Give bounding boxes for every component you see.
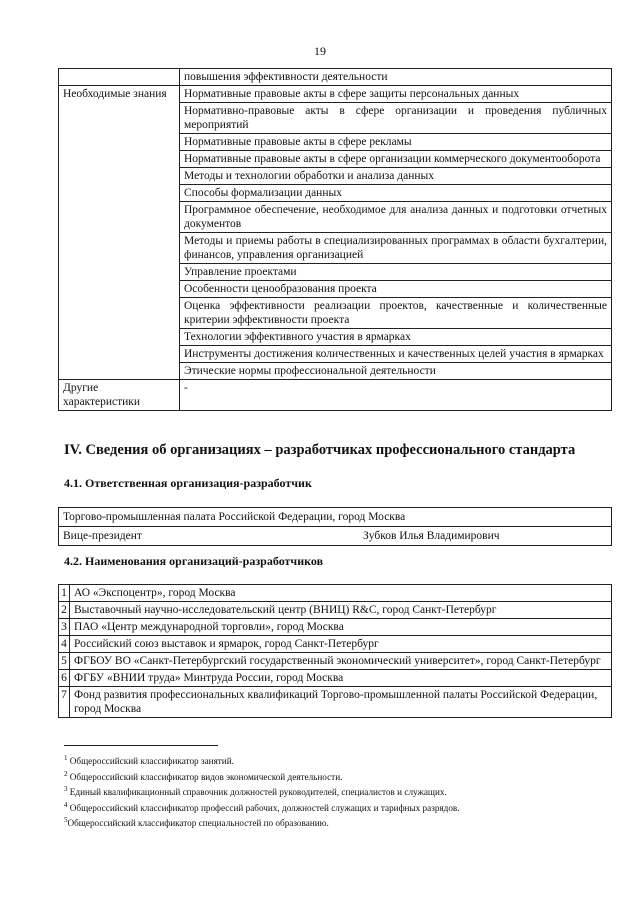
knowledge-item: Нормативные правовые акты в сфере организации коммерческого документооборота [180, 151, 612, 168]
table-cell: повышения эффективности деятельности [180, 69, 612, 86]
knowledge-item: Нормативные правовые акты в сфере защиты персональных данных [180, 86, 612, 103]
table-row [59, 86, 612, 103]
table-row [59, 636, 612, 653]
other-characteristics-value: - [180, 380, 612, 411]
responsible-org-name: Торгово-промышленная палата Российской Федерации, город Москва [59, 508, 612, 527]
footnote-number: 4 [64, 800, 68, 809]
signatory-cell [59, 527, 612, 546]
knowledge-item: Технологии эффективного участия в ярмарках [180, 329, 612, 346]
table-row [59, 585, 612, 602]
table-row [59, 508, 612, 527]
row-number: 7 [59, 687, 70, 718]
row-number: 6 [59, 670, 70, 687]
developer-name: Фонд развития профессиональных квалификаций Торгово-промышленной палаты Российской Федерации, город Москва [70, 687, 612, 718]
table-row [59, 653, 612, 670]
footnote-text: Общероссийский классификатор видов экономической деятельности. [69, 771, 343, 782]
table-row [59, 687, 612, 718]
page-number: 19 [314, 44, 326, 58]
signatory-person: Зубков Илья Владимирович [363, 530, 500, 542]
knowledge-item: Этические нормы профессиональной деятельности [180, 363, 612, 380]
knowledge-item: Программное обеспечение, необходимое для анализа данных и подготовки отчетных документов [180, 202, 612, 233]
knowledge-table [58, 68, 612, 411]
signatory-role: Вице-президент [63, 530, 142, 542]
knowledge-item: Оценка эффективности реализации проектов, качественные и количественные критерии эффективности проекта [180, 298, 612, 329]
footnote-text: Общероссийский классификатор профессий рабочих, должностей служащих и тарифных разрядов. [69, 802, 460, 813]
developer-name: ПАО «Центр международной торговли», город Москва [70, 619, 612, 636]
footnote-number: 3 [64, 785, 68, 794]
knowledge-item: Методы и технологии обработки и анализа данных [180, 168, 612, 185]
table-row [59, 69, 612, 86]
footnote-text: Общероссийский классификатор специальностей по образованию. [67, 818, 329, 829]
signatory-row [63, 529, 607, 543]
knowledge-item: Методы и приемы работы в специализированных программах в области бухгалтерии, финансов, управления организацией [180, 233, 612, 264]
footnote-number: 2 [64, 769, 68, 778]
footnote-divider [64, 745, 218, 746]
other-characteristics-label: Другие характеристики [59, 380, 180, 411]
developer-name: ФГБУ «ВНИИ труда» Минтруда России, город Москва [70, 670, 612, 687]
knowledge-item: Инструменты достижения количественных и качественных целей участия в ярмарках [180, 346, 612, 363]
developer-name: ФГБОУ ВО «Санкт-Петербургский государственный экономический университет», город Санкт-Петербург [70, 653, 612, 670]
table-cell-empty [59, 69, 180, 86]
row-number: 3 [59, 619, 70, 636]
knowledge-label: Необходимые знания [59, 86, 180, 380]
table-row [59, 380, 612, 411]
row-number: 4 [59, 636, 70, 653]
footnote [64, 814, 460, 830]
footnote [64, 768, 460, 784]
table-row [59, 602, 612, 619]
footnote-number: 5 [64, 816, 68, 825]
footnote-text: Единый квалификационный справочник должностей руководителей, специалистов и служащих. [69, 787, 447, 798]
knowledge-item: Способы формализации данных [180, 185, 612, 202]
developers-table [58, 584, 612, 718]
table-row [59, 670, 612, 687]
row-number: 1 [59, 585, 70, 602]
knowledge-item: Нормативные правовые акты в сфере рекламы [180, 134, 612, 151]
footnote-text: Общероссийский классификатор занятий. [69, 756, 234, 767]
knowledge-item: Особенности ценообразования проекта [180, 281, 612, 298]
knowledge-item: Управление проектами [180, 264, 612, 281]
responsible-org-title: 4.1. Ответственная организация-разработчик [64, 476, 312, 490]
developer-name: Выставочный научно-исследовательский центр (ВНИЦ) R&C, город Санкт-Петербург [70, 602, 612, 619]
developers-title: 4.2. Наименования организаций-разработчиков [64, 554, 324, 568]
developer-name: Российский союз выставок и ярмарок, город Санкт-Петербург [70, 636, 612, 653]
knowledge-item: Нормативно-правовые акты в сфере организации и проведения публичных мероприятий [180, 103, 612, 134]
section-title: IV. Сведения об организациях – разработчиках профессионального стандарта [64, 442, 576, 458]
row-number: 2 [59, 602, 70, 619]
developer-name: АО «Экспоцентр», город Москва [70, 585, 612, 602]
footnote-number: 1 [64, 754, 68, 762]
table-row [59, 619, 612, 636]
footnotes [64, 752, 460, 830]
footnote [64, 783, 460, 799]
footnote [64, 799, 460, 815]
row-number: 5 [59, 653, 70, 670]
footnote [64, 752, 460, 768]
table-row [59, 527, 612, 546]
responsible-org-table [58, 507, 612, 546]
